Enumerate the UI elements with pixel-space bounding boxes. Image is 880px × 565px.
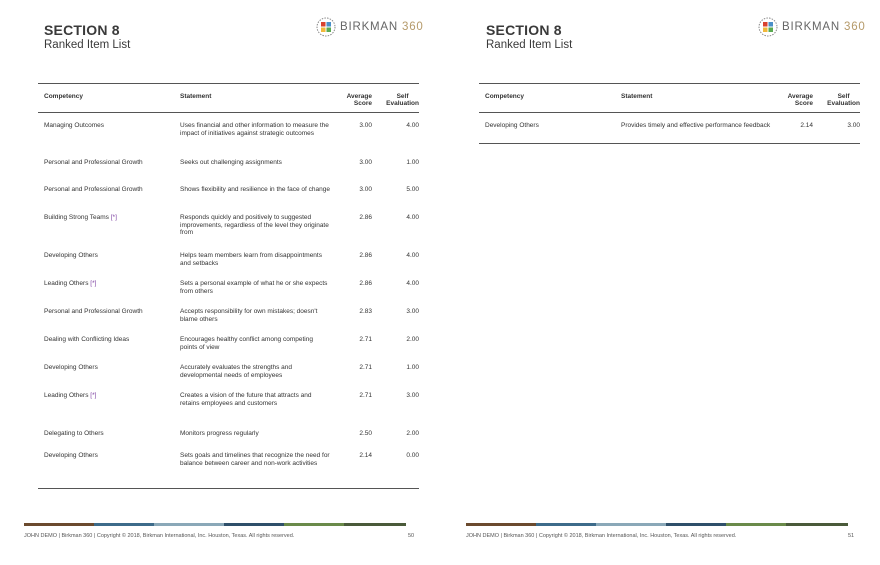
birkman-logo (316, 17, 424, 37)
table-header (38, 84, 419, 113)
table-row: Personal and Professional Growth Shows flexibility and resilience in the face of change 3.00 5.00 (44, 186, 419, 193)
section-title: SECTION 8 (44, 22, 120, 38)
logo-wordmark: BIRKMAN 360 (340, 21, 424, 33)
header-statement: Statement (621, 93, 653, 100)
header-self-evaluation: Self Evaluation (386, 93, 419, 107)
table-row: Managing Outcomes Uses financial and other information to measure the impact of initiatives against strategic outcomes 3.00 4.00 (44, 122, 419, 137)
header-average-score: Average Score (787, 93, 813, 107)
table-row: Developing Others Provides timely and effective performance feedback 2.14 3.00 (479, 113, 860, 144)
table-row: Leading Others [*] Sets a personal example of what he or she expects from others 2.86 4.00 (44, 280, 419, 295)
header-statement: Statement (180, 93, 212, 100)
header-average-score: Average Score (346, 93, 372, 107)
page-number: 51 (848, 533, 855, 539)
footer-copyright: JOHN DEMO | Birkman 360 | Copyright © 2018, Birkman International, Inc. Houston, Texas. All rights reserved. (24, 533, 295, 539)
table-row: Personal and Professional Growth Seeks out challenging assignments 3.00 1.00 (44, 159, 419, 166)
birkman-logo (758, 17, 866, 37)
ranked-item-table (479, 83, 860, 144)
table-row: Developing Others Helps team members learn from disappointments and setbacks 2.86 4.00 (44, 252, 419, 267)
footer-color-bar (466, 523, 848, 526)
birkman-logo-icon (316, 17, 336, 37)
section-title: SECTION 8 (486, 22, 562, 38)
table-row: Developing Others Sets goals and timelines that recognize the need for balance between career and non-work activities 2.14 0.00 (38, 452, 419, 489)
section-subtitle: Ranked Item List (44, 39, 131, 51)
ranked-item-table (38, 83, 419, 489)
header-self-evaluation: Self Evaluation (827, 93, 860, 107)
header-competency: Competency (485, 93, 525, 100)
logo-wordmark: BIRKMAN 360 (782, 21, 866, 33)
table-row: Personal and Professional Growth Accepts responsibility for own mistakes; doesn't blame others 2.83 3.00 (44, 308, 419, 323)
report-page-right (442, 0, 880, 565)
table-row: Dealing with Conflicting Ideas Encourages healthy conflict among competing points of view 2.71 2.00 (44, 336, 419, 351)
footer-copyright: JOHN DEMO | Birkman 360 | Copyright © 2018, Birkman International, Inc. Houston, Texas. All rights reserved. (466, 533, 737, 539)
table-row: Developing Others Accurately evaluates the strengths and developmental needs of employees 2.71 1.00 (44, 364, 419, 379)
page-number: 50 (408, 533, 415, 539)
header-competency: Competency (44, 93, 84, 100)
section-subtitle: Ranked Item List (486, 39, 573, 51)
footer-color-bar (24, 523, 406, 526)
birkman-logo-icon (758, 17, 778, 37)
table-row: Building Strong Teams [*] Responds quickly and positively to suggested improvements, regardless of the level they originate from 2.86 4.00 (44, 214, 419, 236)
table-row: Delegating to Others Monitors progress regularly 2.50 2.00 (44, 430, 419, 437)
table-header (479, 84, 860, 113)
table-row: Leading Others [*] Creates a vision of the future that attracts and retains employees and customers 2.71 3.00 (44, 392, 419, 407)
